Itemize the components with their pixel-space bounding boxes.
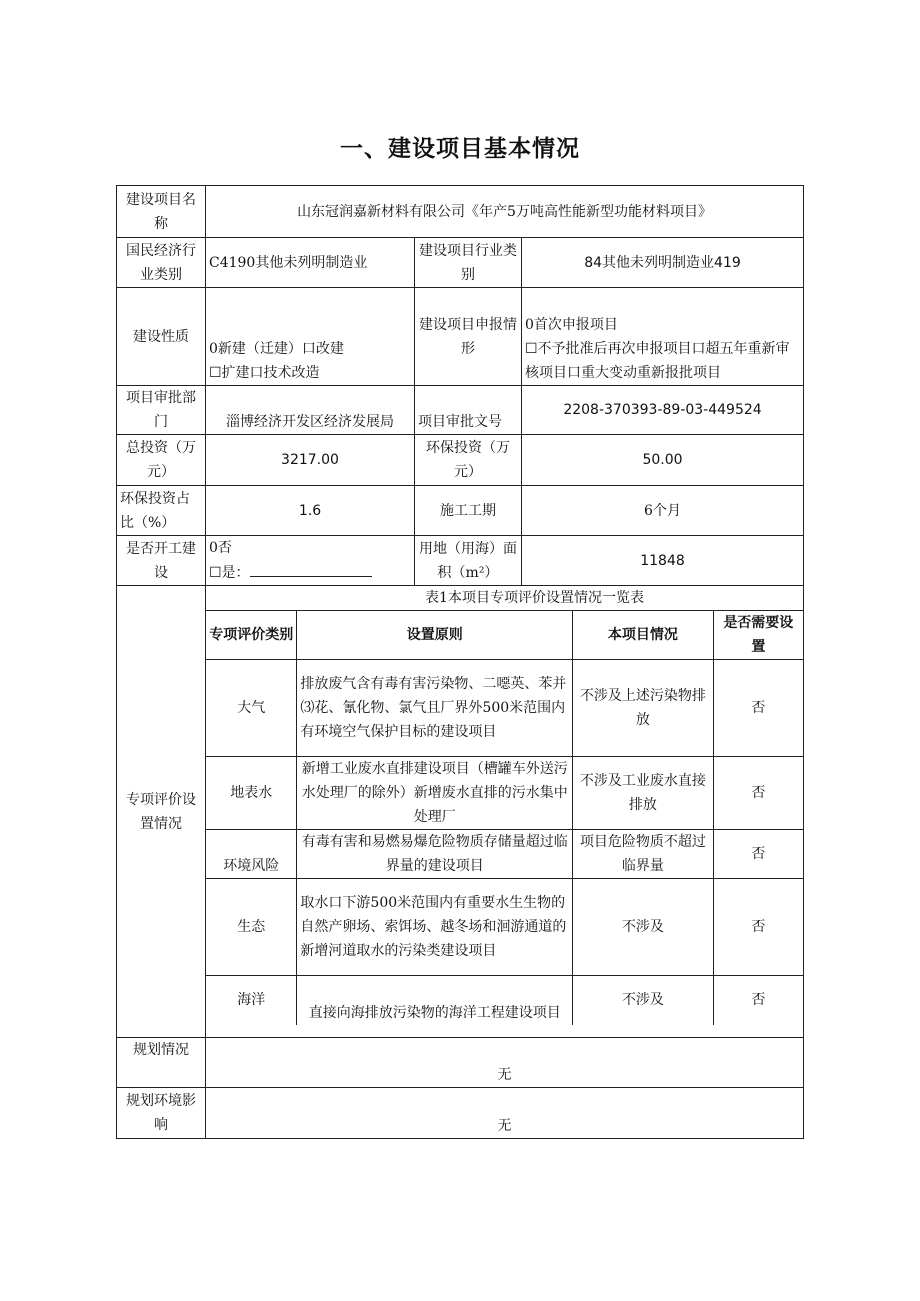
label-env-investment: 环保投资（万元）	[415, 435, 522, 486]
value-industry: C4190其他未列明制造业	[206, 238, 415, 288]
row-industry	[117, 238, 804, 288]
special-assessment-table	[206, 610, 803, 1025]
label-project-name: 建设项目名称	[117, 186, 206, 238]
value-planning: 无	[206, 1038, 804, 1088]
header-need: 是否需要设置	[713, 611, 803, 660]
status-ocean: 不涉及	[573, 976, 713, 1025]
table-row	[206, 830, 803, 879]
status-env-risk: 项目危险物质不超过临界量	[573, 830, 713, 879]
row-nature	[117, 288, 804, 386]
label-approval-dept: 项目审批部门	[117, 386, 206, 435]
value-approval-number: 2208-370393-89-03-449524	[522, 386, 804, 435]
label-started: 是否开工建设	[117, 536, 206, 586]
label-planning: 规划情况	[117, 1038, 206, 1088]
principle-ocean: 直接向海排放污染物的海洋工程建设项目	[297, 976, 573, 1025]
application-option-first: 0首次申报项目	[525, 317, 618, 333]
value-total-investment: 3217.00	[206, 435, 415, 486]
cat-surface-water: 地表水	[206, 757, 297, 830]
header-principle: 设置原则	[297, 611, 573, 660]
started-option-no: 0否	[209, 540, 232, 556]
header-category: 专项评价类别	[206, 611, 297, 660]
label-total-investment: 总投资（万元）	[117, 435, 206, 486]
row-planning	[117, 1038, 804, 1088]
label-planning-env: 规划环境影响	[117, 1088, 206, 1139]
value-project-industry: 84其他未列明制造业419	[522, 238, 804, 288]
label-special-assessment: 专项评价设置情况	[117, 586, 206, 1038]
special-assessment-cell	[206, 586, 804, 1038]
table-row	[206, 976, 803, 1025]
value-land-area: 11848	[522, 536, 804, 586]
status-ecology: 不涉及	[573, 879, 713, 976]
need-surface-water: 否	[713, 757, 803, 830]
application-option-other: ☐不予批准后再次申报项目口超五年重新审核项目口重大变动重新报批项目	[525, 341, 790, 381]
status-air: 不涉及上述污染物排放	[573, 660, 713, 757]
row-ratio	[117, 486, 804, 536]
value-application	[522, 288, 804, 386]
status-surface-water: 不涉及工业废水直接排放	[573, 757, 713, 830]
cat-air: 大气	[206, 660, 297, 757]
table-row	[206, 879, 803, 976]
value-env-investment: 50.00	[522, 435, 804, 486]
label-application: 建设项目申报情形	[415, 288, 522, 386]
need-ocean: 否	[713, 976, 803, 1025]
row-special-assessment	[117, 586, 804, 1038]
value-approval-dept: 淄博经济开发区经济发展局	[206, 386, 415, 435]
need-air: 否	[713, 660, 803, 757]
cat-env-risk: 环境风险	[206, 830, 297, 879]
row-approval	[117, 386, 804, 435]
row-investment	[117, 435, 804, 486]
label-project-industry: 建设项目行业类别	[415, 238, 522, 288]
nature-option-new: 0新建（迁建）口改建	[209, 341, 344, 357]
value-nature	[206, 288, 415, 386]
need-env-risk: 否	[713, 830, 803, 879]
started-date-blank	[250, 560, 372, 577]
started-option-yes: ☐是：	[209, 560, 411, 585]
page-title: 一、建设项目基本情况	[340, 136, 580, 162]
label-land-area: 用地（用海）面积（m²）	[415, 536, 522, 586]
need-ecology: 否	[713, 879, 803, 976]
row-planning-env	[117, 1088, 804, 1139]
label-industry: 国民经济行业类别	[117, 238, 206, 288]
value-construction-period: 6个月	[522, 486, 804, 536]
label-approval-number: 项目审批文号	[415, 386, 522, 435]
label-nature: 建设性质	[117, 288, 206, 386]
label-env-ratio: 环保投资占比（%）	[117, 486, 206, 536]
cat-ecology: 生态	[206, 879, 297, 976]
value-project-name: 山东冠润嘉新材料有限公司《年产5万吨高性能新型功能材料项目》	[206, 186, 804, 238]
sub-header-row	[206, 611, 803, 660]
header-status: 本项目情况	[573, 611, 713, 660]
principle-env-risk: 有毒有害和易燃易爆危险物质存储量超过临界量的建设项目	[297, 830, 573, 879]
principle-surface-water: 新增工业废水直排建设项目（槽罐车外送污水处理厂的除外）新增废水直排的污水集中处理厂	[297, 757, 573, 830]
value-planning-env: 无	[206, 1088, 804, 1139]
value-env-ratio: 1.6	[206, 486, 415, 536]
principle-air: 排放废气含有毒有害污染物、二噁英、苯并⑶花、氰化物、氯气且厂界外500米范围内有环境空气保护目标的建设项目	[297, 660, 573, 757]
cat-ocean: 海洋	[206, 976, 297, 1025]
table-row	[206, 757, 803, 830]
row-project-name	[117, 186, 804, 238]
nature-option-expand: ☐扩建口技术改造	[209, 365, 320, 381]
project-info-table	[116, 185, 804, 1139]
special-assessment-caption: 表1本项目专项评价设置情况一览表	[425, 590, 644, 606]
table-row	[206, 660, 803, 757]
value-started	[206, 536, 415, 586]
principle-ecology: 取水口下游500米范围内有重要水生生物的自然产卵场、索饵场、越冬场和洄游通道的新增河道取水的污染类建设项目	[297, 879, 573, 976]
label-construction-period: 施工工期	[415, 486, 522, 536]
row-started	[117, 536, 804, 586]
